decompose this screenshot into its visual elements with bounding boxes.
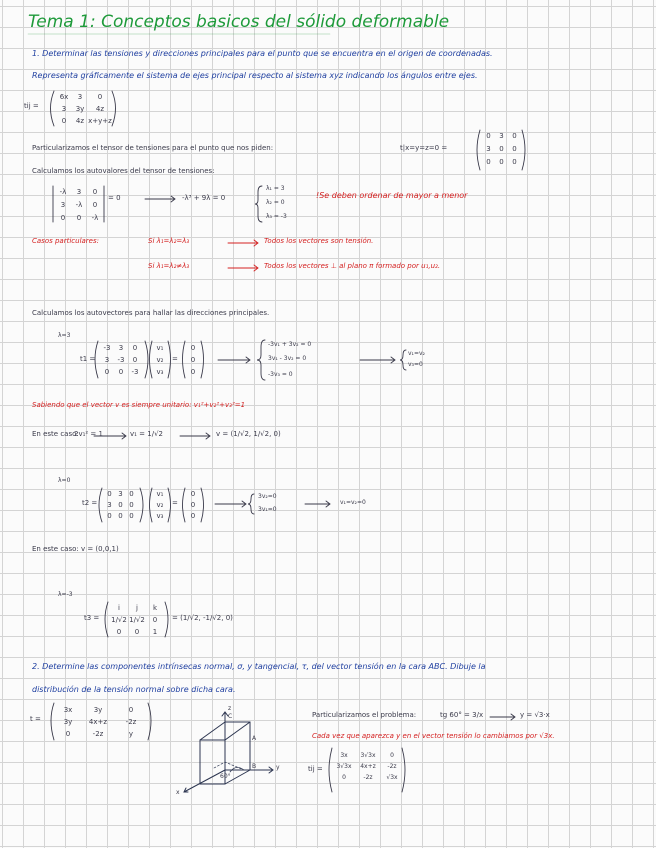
matrix-cell: 0: [118, 501, 123, 509]
matrix-cell: 3: [118, 490, 123, 498]
vector-cell: v₂: [156, 356, 164, 364]
tensor-cell: 0: [61, 117, 67, 125]
point-c-label: C: [228, 713, 233, 720]
tensor-at-point-label: t|x=y=z=0 =: [400, 144, 448, 152]
tensor-cell: 3: [499, 132, 504, 140]
ex2-tensor-particularized: [334, 752, 402, 781]
paren-right: [148, 703, 151, 740]
case-v: v = (1/√2, 1/√2, 0): [216, 430, 281, 438]
paren-left: [99, 488, 102, 522]
matrix-cell: 0: [104, 368, 110, 376]
zero-vector: [187, 490, 199, 520]
vector-cell: 0: [190, 490, 196, 498]
paren-left: [51, 91, 55, 126]
matrix-cell: 0: [129, 501, 134, 509]
exercise-1-statement-cont: Representa gráficamente el sistema de ejes principal respecto al sistema xyz indicando los ángulos entre ejes.: [32, 71, 478, 80]
exercise-2-statement: 2. Determine las componentes intrínsecas normal, σ, y tangencial, τ, del vector tensión en la cara ABC. Dibuje la: [32, 662, 486, 671]
exercise-2-statement-cont: distribución de la tensión normal sobre dicha cara.: [32, 685, 236, 694]
arrow: [180, 433, 210, 439]
matrix-cell: 0: [116, 628, 122, 636]
vector-cell: v₁: [156, 490, 164, 498]
tensor-cell: -2z: [125, 718, 137, 726]
z-axis-label: z: [228, 705, 232, 712]
det-cell: 3: [76, 188, 82, 196]
tensor-cell: 0: [486, 132, 491, 140]
matrix-cell: 0: [134, 628, 140, 636]
t2-label: t2 =: [82, 499, 98, 507]
tensor-cell: √3x: [386, 774, 398, 781]
tensor-cell: 3: [486, 145, 491, 153]
lambda-3-label: λ=3: [58, 332, 71, 339]
paren-right: [140, 488, 143, 522]
matrix-cell: -3: [103, 344, 111, 352]
v-vector: [154, 490, 166, 520]
matrix-cell: 1/√2: [129, 616, 145, 624]
tensor-cell: 0: [342, 774, 346, 781]
t3-label: t3 =: [84, 614, 100, 622]
paren-right: [112, 91, 116, 126]
determinant: [55, 188, 103, 222]
det-cell: 0: [60, 214, 66, 222]
paren-right: [168, 341, 171, 378]
matrix-cell: j: [136, 604, 138, 612]
det-equals: = 0: [108, 194, 121, 202]
tensor-cell: 4x+z: [360, 763, 376, 770]
solution: v₁=v₂=0: [340, 499, 366, 506]
arrow: [215, 501, 246, 507]
matrix-cell: 0: [129, 512, 134, 520]
tensor-cell: 0: [97, 93, 103, 101]
vector-cell: v₂: [156, 501, 164, 509]
case-2-result: Todos los vectores ⊥ al plano π formado por u₁,u₂.: [264, 262, 441, 270]
vector-cell: 0: [190, 344, 196, 352]
exercise-1-statement: 1. Determinar las tensiones y direcciones principales para el punto que se encuentra en el origen de coordenadas.: [32, 49, 493, 58]
arrow: [228, 265, 258, 271]
paren-right: [402, 748, 405, 792]
matrix-cell: -3: [131, 368, 139, 376]
case-1-result: Todos los vectores son tensión.: [264, 237, 374, 245]
v-vector: [154, 344, 166, 376]
eigenvalue-1: λ₁ = 3: [266, 185, 285, 192]
matrix-cell: 0: [107, 512, 112, 520]
tensor-cell: 4z: [75, 117, 85, 125]
tensor2-label: tij =: [308, 765, 323, 773]
ex2-tensor-label: t =: [30, 715, 41, 723]
det-cell: 0: [92, 188, 98, 196]
matrix-cell: i: [118, 604, 120, 612]
arrow: [145, 196, 175, 202]
det-cell: 3: [60, 201, 66, 209]
particularize-text: Particularizamos el tensor de tensiones para el punto que nos piden:: [32, 144, 274, 152]
tensor-cell: 3√3x: [336, 763, 352, 770]
characteristic-equation: -λ³ + 9λ = 0: [182, 194, 226, 202]
point-b-label: B: [252, 763, 257, 770]
tensor-cell: y: [128, 730, 134, 738]
x-axis-label: x: [176, 789, 180, 796]
case-label: En este caso:: [32, 430, 79, 438]
paren-left: [329, 748, 332, 792]
system-eq-2: 3v₁=0: [258, 506, 277, 513]
arrow: [305, 501, 330, 507]
case-lambda-0: En este caso: v = (0,0,1): [32, 545, 119, 553]
paren-left: [183, 488, 186, 522]
tensor-cell: 4x+z: [88, 718, 108, 726]
tensor-cell: 3√3x: [360, 752, 376, 759]
tensor-cell: 3: [61, 105, 67, 113]
eigenvectors-intro: Calculamos los autovectores para hallar las direcciones principales.: [32, 309, 270, 317]
tensor-cell: 3x: [340, 752, 348, 759]
paren-left: [51, 703, 54, 740]
tensor-cell: 0: [390, 752, 394, 759]
tensor-at-origin: [482, 132, 521, 166]
matrix-cell: 1/√2: [111, 616, 127, 624]
lambda-0-matrix: [104, 490, 137, 520]
point-a-label: A: [252, 735, 257, 742]
paren-left: [477, 130, 480, 170]
system-eq-2: 3v₁ - 3v₂ = 0: [268, 355, 307, 362]
tensor-cell: 0: [512, 145, 517, 153]
unit-vector-note: Sabiendo que el vector v es siempre unitario: v₁²+v₂²+v₃²=1: [32, 401, 246, 409]
tensor-cell: 3: [77, 93, 83, 101]
vector-cell: 0: [190, 368, 196, 376]
matrix-cell: 0: [107, 490, 112, 498]
paren-right: [201, 341, 204, 378]
matrix-cell: 1: [152, 628, 158, 636]
matrix-cell: 3: [104, 356, 110, 364]
paren-left: [183, 341, 186, 378]
det-cell: -λ: [75, 201, 83, 209]
paren-right: [165, 602, 168, 637]
matrix-cell: -3: [117, 356, 125, 364]
arrow: [490, 714, 515, 720]
solution-2: v₃=0: [408, 361, 423, 368]
tensor-cell: 4z: [95, 105, 105, 113]
vector-cell: 0: [190, 501, 196, 509]
tensor-cell: 3y: [75, 105, 85, 113]
eigenvalues-text: Calculamos los autovalores del tensor de tensiones:: [32, 167, 215, 175]
zero-vector: [187, 344, 199, 376]
equals: =: [172, 355, 178, 363]
vector-cell: 0: [190, 512, 196, 520]
case-equation: 2v₁² = 1: [74, 430, 103, 438]
matrix-cell: 0: [152, 616, 158, 624]
matrix-cell: 0: [118, 368, 124, 376]
tensor-cell: 3x: [63, 706, 73, 714]
lambda-neg3-label: λ=-3: [58, 591, 73, 598]
matrix-cell: 3: [118, 344, 124, 352]
det-cell: 0: [92, 201, 98, 209]
tensor-cell: 6x: [59, 93, 69, 101]
brace: [257, 340, 265, 380]
matrix-cell: 3: [107, 501, 112, 509]
tensor-cell: 0: [512, 158, 517, 166]
eigenvalue-3: λ₃ = -3: [266, 213, 287, 220]
tensor-cell: 0: [499, 158, 504, 166]
tensor-cell: 0: [486, 158, 491, 166]
y-axis-label: y: [276, 764, 280, 771]
cross-product-result: = (1/√2, -1/√2, 0): [172, 614, 233, 622]
det-cell: 0: [76, 214, 82, 222]
page-title: Tema 1: Conceptos basicos del sólido deformable: [28, 12, 450, 32]
paren-left: [150, 341, 153, 378]
vector-cell: v₃: [156, 368, 164, 376]
tensor-cell: 0: [65, 730, 71, 738]
case-2-condition: Si λ₁=λ₂≠λ₃: [148, 262, 190, 270]
matrix-cell: 0: [132, 356, 138, 364]
tensor-cell: 0: [512, 132, 517, 140]
tensor-cell: 0: [128, 706, 134, 714]
ex2-tensor: [56, 706, 146, 738]
paren-right: [201, 488, 204, 522]
vector-cell: v₁: [156, 344, 164, 352]
det-cell: -λ: [59, 188, 67, 196]
y-equation: y = √3·x: [520, 711, 550, 719]
tensor-label: tij =: [24, 102, 39, 110]
paren-right: [522, 130, 525, 170]
angle-label: 60°: [220, 773, 231, 780]
system-eq-3: -3v₃ = 0: [268, 371, 293, 378]
paren-left: [150, 488, 153, 522]
system-eq-1: 3v₂=0: [258, 493, 277, 500]
tensor-cell: -2z: [92, 730, 104, 738]
tensor-cell: -2z: [363, 774, 373, 781]
paren-right: [168, 488, 171, 522]
tangent-equation: tg 60° = 3/x: [440, 711, 484, 719]
vector-cell: 0: [190, 356, 196, 364]
cross-product-matrix: [110, 604, 164, 636]
particular-problem: Particularizamos el problema:: [312, 711, 417, 719]
brace: [255, 186, 262, 222]
tensor-matrix: [56, 93, 112, 125]
case-1-condition: Si λ₁=λ₂=λ₃: [148, 237, 190, 245]
arrow: [360, 357, 395, 363]
matrix-cell: 0: [118, 512, 123, 520]
special-cases-label: Casos particulares:: [32, 237, 99, 245]
paren-left: [95, 341, 98, 378]
substitution-note: Cada vez que aparezca y en el vector tensión lo cambiamos por √3x.: [312, 732, 555, 740]
eigenvalue-2: λ₂ = 0: [266, 199, 285, 206]
case-v1: v₁ = 1/√2: [130, 430, 163, 438]
vector-cell: v₃: [156, 512, 164, 520]
tensor-cell: x+y+z: [88, 117, 112, 125]
equals: =: [172, 499, 178, 507]
tensor-cell: 3y: [63, 718, 73, 726]
t1-label: t1 =: [80, 355, 96, 363]
lambda-3-matrix: [100, 344, 142, 376]
matrix-cell: k: [152, 604, 158, 612]
solution-1: v₁=v₂: [408, 350, 425, 357]
paren-left: [105, 602, 108, 637]
brace: [400, 350, 406, 370]
paren-right: [145, 341, 148, 378]
x-axis: [184, 770, 225, 792]
tensor-cell: 0: [499, 145, 504, 153]
brace: [248, 494, 254, 514]
cube-diagram: [184, 712, 273, 792]
tensor-cell: 3y: [93, 706, 103, 714]
tensor-cell: -2z: [387, 763, 397, 770]
system-eq-1: -3v₁ + 3v₂ = 0: [268, 341, 312, 348]
matrix-cell: 0: [129, 490, 134, 498]
arrow: [228, 240, 258, 246]
arrow: [218, 357, 250, 363]
det-cell: -λ: [91, 214, 99, 222]
matrix-cell: 0: [132, 344, 138, 352]
lambda-0-label: λ=0: [58, 477, 71, 484]
order-note: !Se deben ordenar de mayor a menor: [316, 191, 468, 200]
